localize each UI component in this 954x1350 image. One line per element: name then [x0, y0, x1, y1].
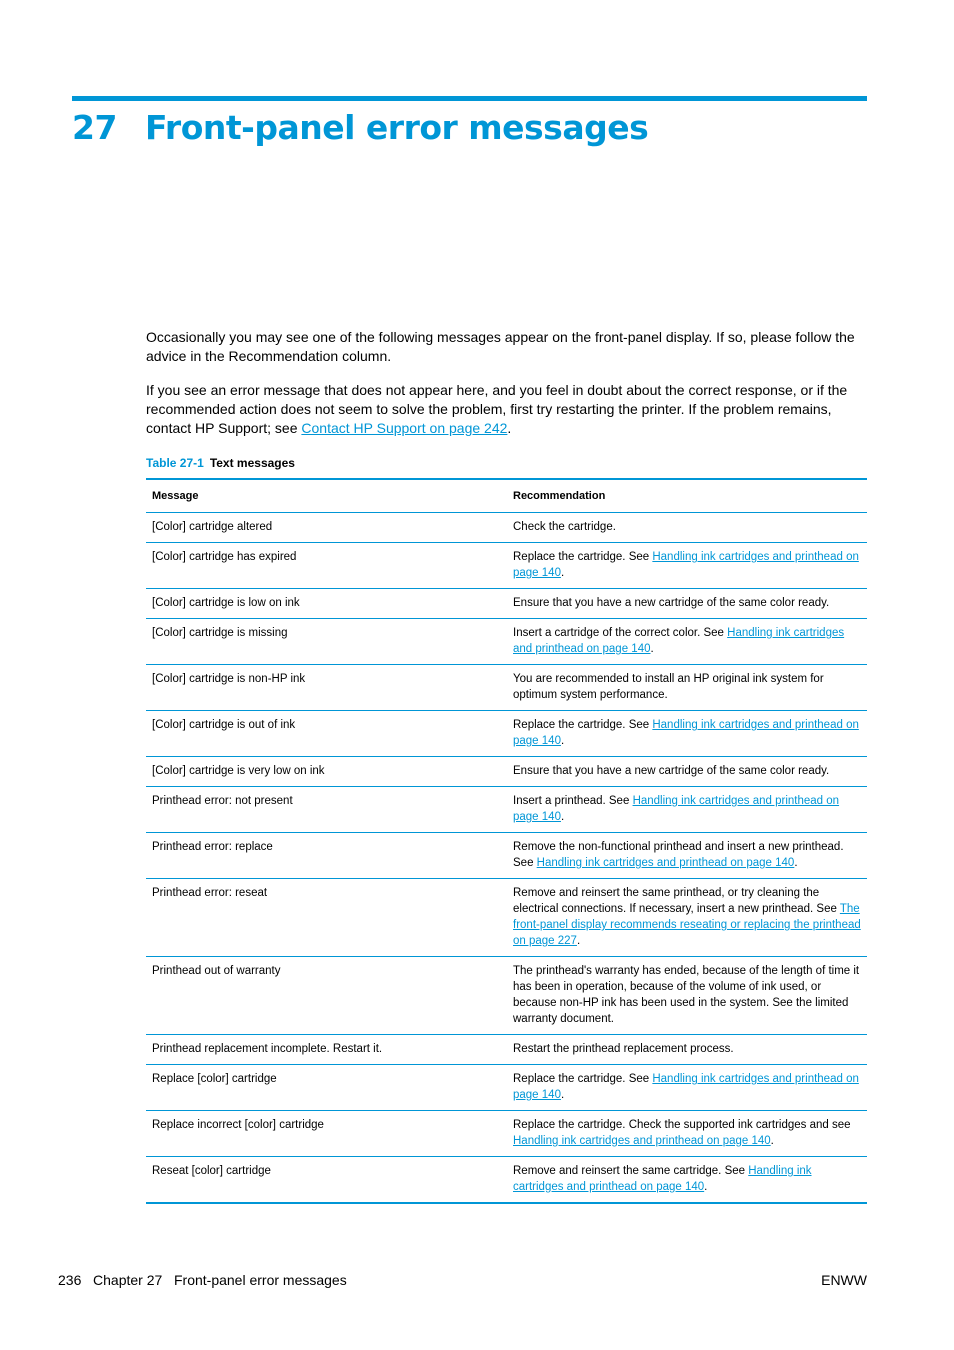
message-cell: [Color] cartridge is very low on ink [146, 757, 507, 787]
message-cell: [Color] cartridge is missing [146, 619, 507, 665]
recommendation-cell [507, 957, 867, 1035]
recommendation-link[interactable]: Handling ink cartridges and printhead on page 140 [513, 551, 859, 579]
message-cell: Reseat [color] cartridge [152, 1165, 271, 1177]
recommendation-cell [507, 589, 867, 619]
intro-paragraph-2-end: . [507, 420, 512, 436]
recommendation-text: Insert a printhead. See [513, 795, 633, 807]
table-row [146, 787, 867, 833]
recommendation-text: . [560, 811, 565, 823]
recommendation-cell [507, 513, 867, 543]
footer-chapter-title: Front-panel error messages [173, 1272, 347, 1288]
recommendation-text: . [794, 857, 798, 869]
table-row [146, 833, 867, 879]
recommendation-text: . [650, 643, 654, 655]
recommendation-text: Remove and reinsert the same cartridge. See [513, 1165, 749, 1177]
recommendation-link[interactable]: Handling ink cartridges and printhead on page 140 [513, 795, 840, 823]
footer-enww: ENWW [821, 1272, 867, 1288]
recommendation-text: . [560, 567, 565, 579]
recommendation-link[interactable]: Handling ink cartridges and printhead on page 140 [513, 1135, 771, 1147]
page-footer [58, 1272, 867, 1288]
message-cell: Printhead error: replace [146, 833, 507, 879]
chapter-top-rule [72, 96, 867, 101]
recommendation-link[interactable]: The front-panel display recommends reseating or replacing the printhead on page 227 [513, 903, 861, 947]
recommendation-text: Ensure that you have a new cartridge of the same color ready. [513, 765, 830, 777]
recommendation-cell [507, 757, 867, 787]
recommendation-text: The printhead's warranty has ended, because of the length of time it has been in operation, because of the volume of ink used, or because non-HP ink has been used in the system. See the limited warranty document. [513, 965, 860, 1025]
message-cell: Printhead replacement incomplete. Restart it. [146, 1035, 507, 1065]
chapter-heading [72, 108, 648, 147]
recommendation-cell [507, 1035, 867, 1065]
table-row [146, 589, 867, 619]
table-row [146, 1035, 867, 1065]
intro-paragraph-2-text: If you see an error message that does not appear here, and you feel in doubt about the correct response, or if the recommended action does not seem to solve the problem, first try restarting the printer. If the problem remains, contact HP Support; see [146, 382, 848, 436]
message-cell: [Color] cartridge altered [146, 513, 507, 543]
contact-hp-support-link[interactable]: Contact HP Support on page 242 [301, 420, 508, 436]
recommendation-cell [507, 1111, 867, 1157]
recommendation-text: You are recommended to install an HP original ink system for optimum system performance. [513, 673, 824, 701]
table-row [146, 1157, 867, 1204]
table-row [146, 513, 867, 543]
message-cell: [Color] cartridge is low on ink [146, 589, 507, 619]
recommendation-link[interactable]: Handling ink cartridges and printhead on page 140 [513, 719, 859, 747]
recommendation-link[interactable]: Handling ink cartridges and printhead on page 140 [513, 1165, 812, 1193]
recommendation-text: Replace the cartridge. Check the supported ink cartridges and see [513, 1119, 851, 1131]
recommendation-text: Restart the printhead replacement process. [513, 1043, 734, 1055]
recommendation-link[interactable]: Handling ink cartridges and printhead on page 140 [513, 1073, 859, 1101]
table-row [146, 711, 867, 757]
table-header-row [146, 479, 867, 513]
header-recommendation: Recommendation [507, 479, 867, 513]
recommendation-cell [507, 787, 867, 833]
recommendation-text: Check the cartridge. [513, 521, 616, 533]
table-row [146, 879, 867, 957]
table-row [146, 1111, 867, 1157]
table-caption-title: Text messages [209, 456, 295, 470]
recommendation-cell [507, 879, 867, 957]
message-cell: [Color] cartridge is out of ink [146, 711, 507, 757]
chapter-title: Front-panel error messages [145, 108, 649, 147]
recommendation-text: Insert a cartridge of the correct color. See [513, 627, 728, 639]
table-caption [146, 456, 295, 470]
text-messages-table [146, 478, 867, 1204]
intro-paragraph-2 [146, 381, 868, 438]
recommendation-link[interactable]: Handling ink cartridges and printhead on page 140 [536, 857, 795, 869]
recommendation-cell [507, 833, 867, 879]
recommendation-text: Remove the non-functional printhead and insert a new printhead. See [513, 841, 844, 869]
message-cell: [Color] cartridge is non-HP ink [146, 665, 507, 711]
message-cell: Replace incorrect [color] cartridge [146, 1111, 507, 1157]
recommendation-cell [507, 711, 867, 757]
recommendation-cell [507, 1157, 867, 1204]
recommendation-text: . [560, 735, 565, 747]
recommendation-cell [507, 1065, 867, 1111]
recommendation-link[interactable]: Handling ink cartridges and printhead on page 140 [513, 627, 845, 655]
message-cell: Printhead out of warranty [146, 957, 507, 1035]
header-message: Message [146, 479, 507, 513]
recommendation-text: Replace the cartridge. See [513, 551, 653, 563]
recommendation-text: . [560, 1089, 565, 1101]
table-row [146, 1065, 867, 1111]
table-caption-number: Table 27-1 [146, 456, 204, 470]
recommendation-text: . [704, 1181, 708, 1193]
table-row [146, 957, 867, 1035]
intro-paragraph-1: Occasionally you may see one of the following messages appear on the front-panel display. If so, please follow the advice in the Recommendation column. [146, 329, 855, 364]
recommendation-cell [507, 619, 867, 665]
recommendation-text: . [770, 1135, 774, 1147]
recommendation-text: Ensure that you have a new cartridge of the same color ready. [513, 597, 830, 609]
recommendation-cell [507, 665, 867, 711]
recommendation-text: Remove and reinsert the same printhead, or try cleaning the electrical connections. If necessary, insert a new printhead. See [513, 887, 840, 915]
recommendation-text: . [576, 935, 581, 947]
chapter-number: 27 [72, 108, 117, 147]
message-cell: [Color] cartridge has expired [146, 543, 507, 589]
recommendation-cell [507, 543, 867, 589]
recommendation-text: Replace the cartridge. See [513, 1073, 653, 1085]
table-row [146, 757, 867, 787]
footer-page-number: 236 [58, 1272, 82, 1288]
footer-chapter-label: Chapter 27 [93, 1272, 163, 1288]
table-body [146, 513, 867, 1204]
table-row [146, 665, 867, 711]
table-row [146, 619, 867, 665]
recommendation-text: Replace the cartridge. See [513, 719, 653, 731]
message-cell: Printhead error: not present [146, 787, 507, 833]
message-cell: Replace [color] cartridge [146, 1065, 507, 1111]
message-cell: Printhead error: reseat [146, 879, 507, 957]
table-row [146, 543, 867, 589]
